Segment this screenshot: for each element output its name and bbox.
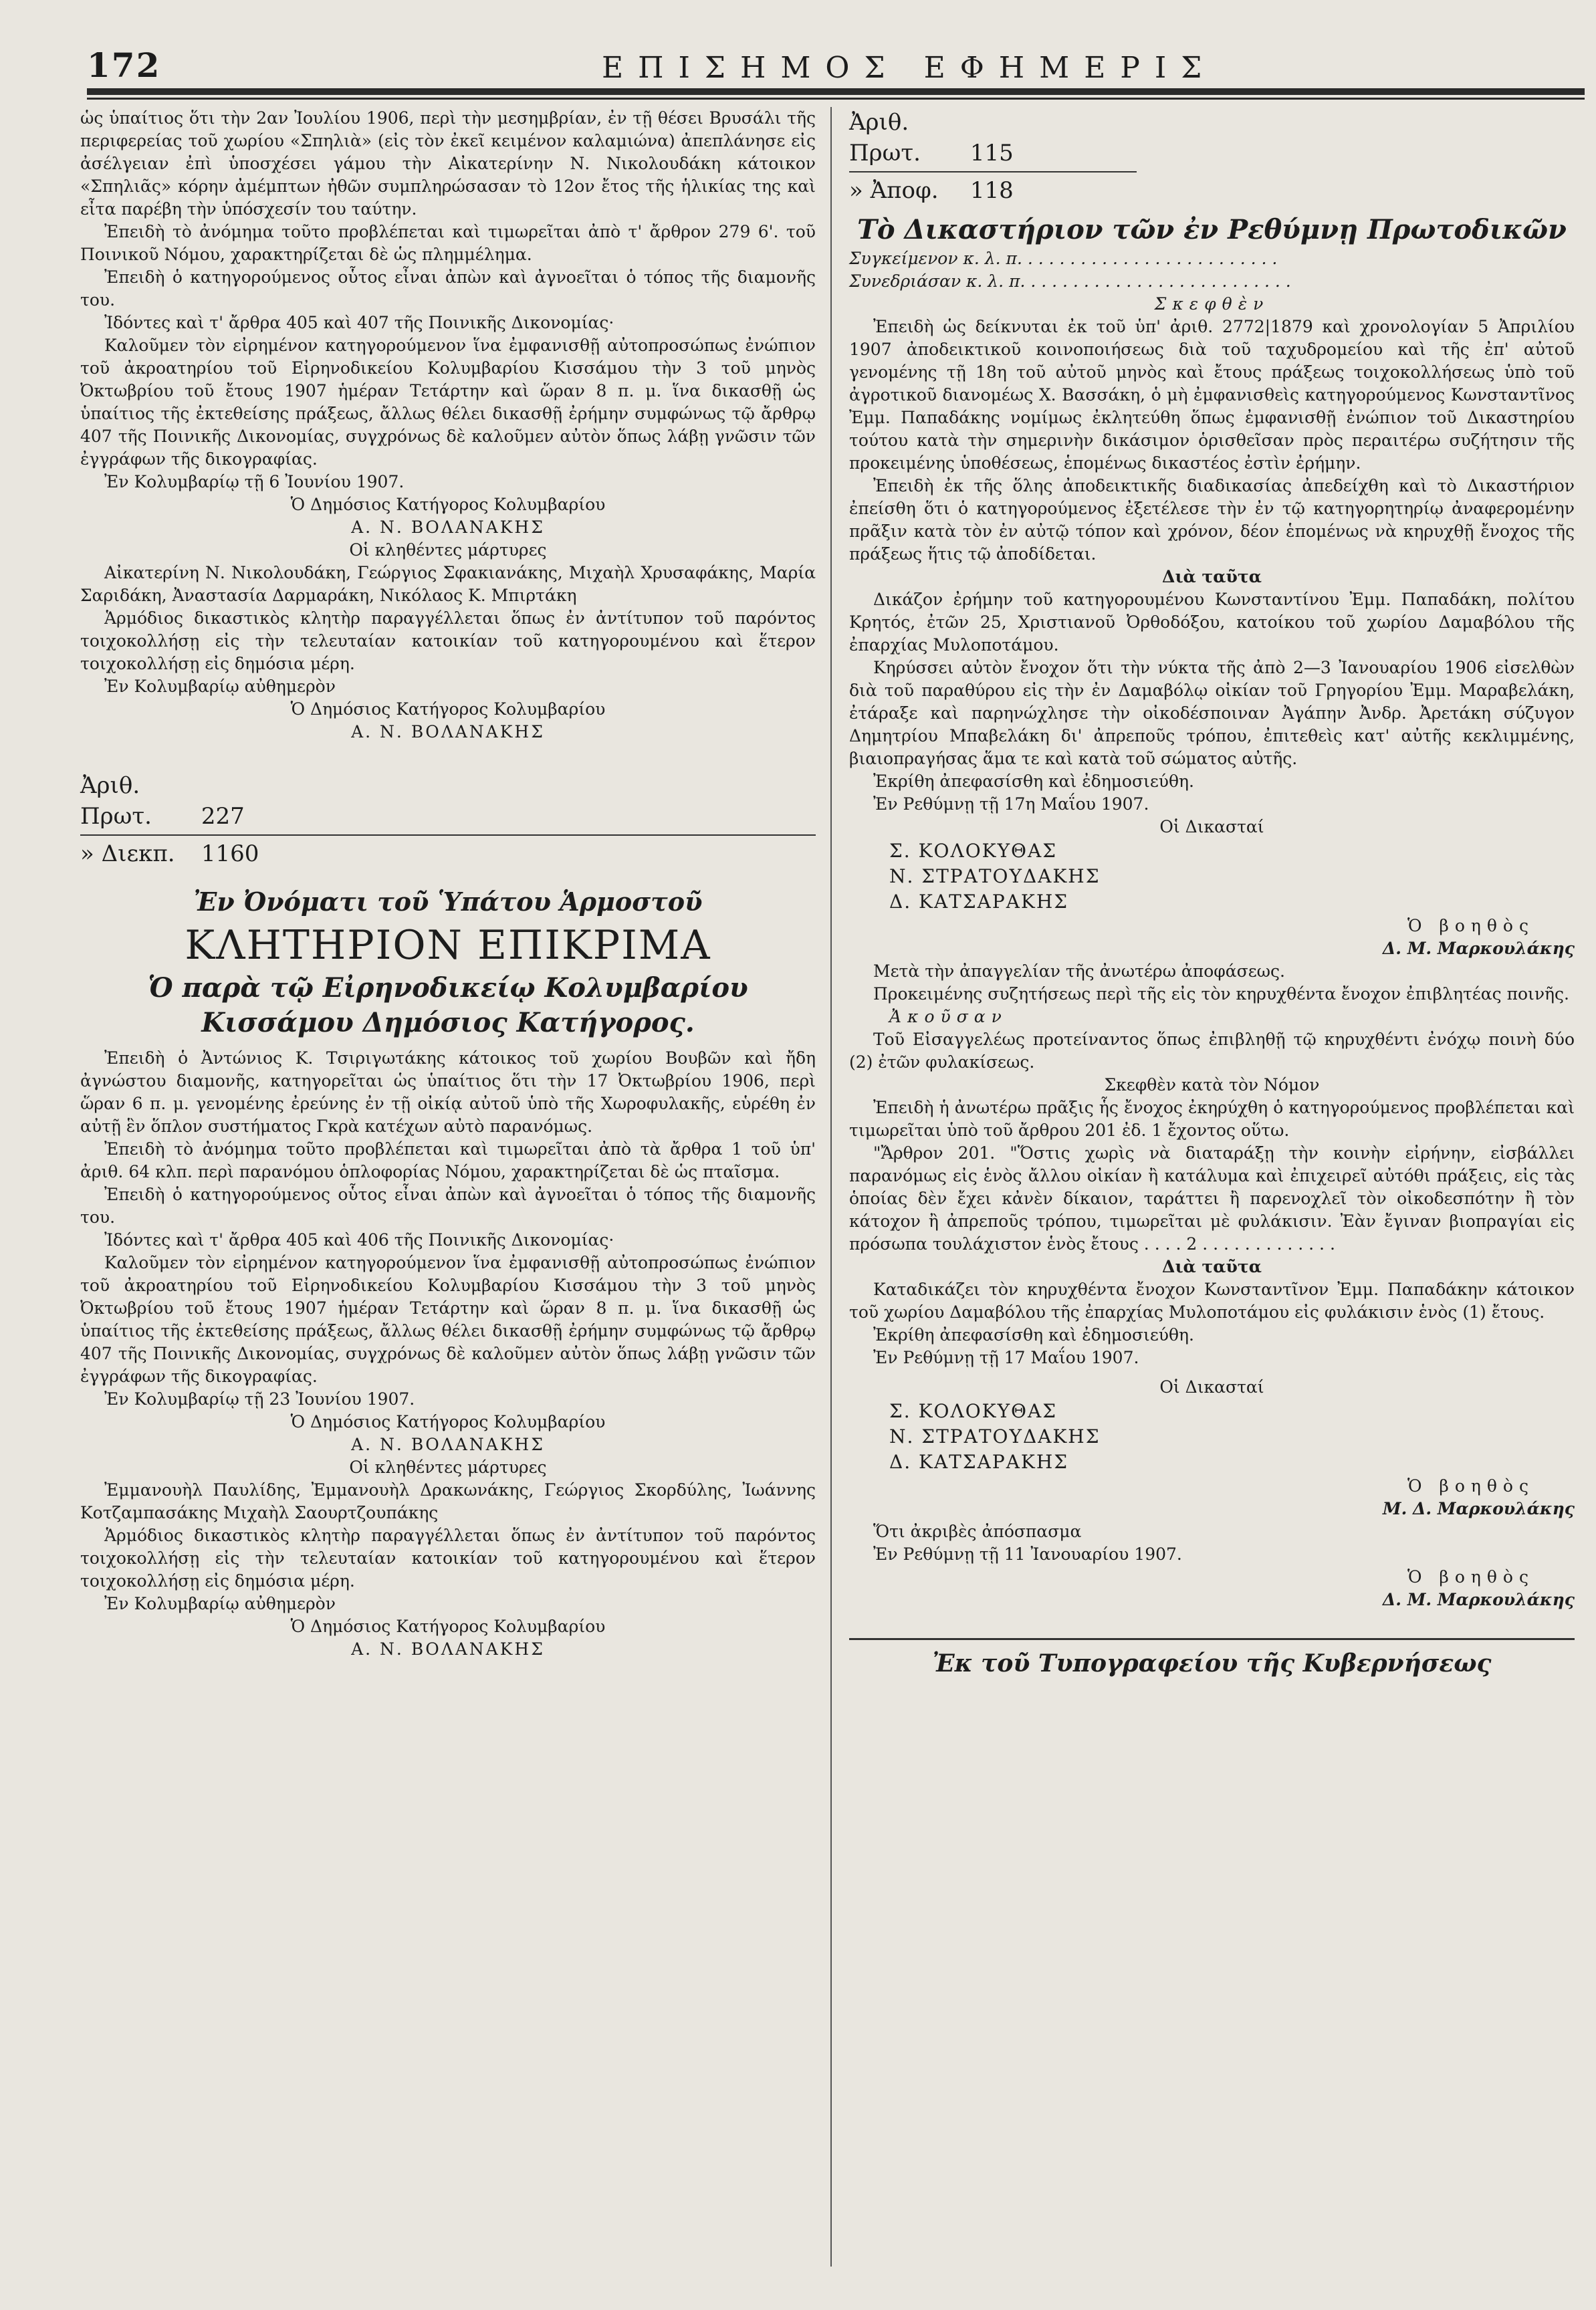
ref-label: » Διεκπ. bbox=[80, 840, 175, 867]
witnesses-heading: Οἱ κληθέντες μάρτυρες bbox=[349, 1458, 547, 1477]
paragraph: Ἐπειδὴ ὡς δείκνυται ἐκ τοῦ ὑπ' ἀριθ. 2772|1879 καὶ χρονολογίαν 5 Ἀπριλίου 1907 ἀποδεικτικοῦ κοινοποιήσεως διὰ τοῦ ταχυδρομείου καὶ τῆς ἐπ' αὐτοῦ γενομένης τῇ 18η τοῦ αὐτοῦ μηνὸς καὶ ἔτους πράξεως τοιχοκολλήσεως ὑπὸ τοῦ ἀγροτικοῦ διανομέως Χ. Βασσάκη, ὁ μὴ ἐμφανισθεὶς κατηγορούμενος Κωνσταντῖνος Ἐμμ. Παπαδάκης νομίμως ἐκλητεύθη ὅπως ἐμφανισθῇ ἐνώπιον τοῦ Δικαστηρίου τούτου κατὰ τὴν σημερινὴν δικάσιμον ὁρισθεῖσαν πρὸς περαιτέρω συζήτησιν τῆς προκειμένης ὑποθέσεως, ἑπομένως δικαστέος ἐστὶν ἐρήμην. bbox=[849, 317, 1575, 473]
prosecutor-title: Ὁ Δημόσιος Κατήγορος Κολυμβαρίου bbox=[290, 1412, 606, 1431]
page-header bbox=[87, 45, 1585, 86]
witnesses-list: Ἐμμανουὴλ Παυλίδης, Ἐμμανουὴλ Δρακωνάκης, Γεώργιος Σκορδύλης, Ἰωάννης Κοτζαμπασάκης Μιχαὴλ Σαουρτζουπάκης bbox=[80, 1480, 816, 1522]
judge-name: Σ. ΚΟΛΟΚΥΘΑΣ bbox=[889, 1400, 1058, 1422]
reference-number bbox=[849, 175, 1575, 206]
reference-number bbox=[849, 107, 1575, 168]
header-rule-thin bbox=[87, 98, 1585, 100]
section-heading: Διὰ ταῦτα bbox=[1162, 1257, 1262, 1276]
printer-imprint: Ἐκ τοῦ Τυπογραφείου τῆς Κυβερνήσεως bbox=[932, 1649, 1492, 1678]
paragraph: Ἐπειδὴ τὸ ἀνόμημα τοῦτο προβλέπεται καὶ τιμωρεῖται ἀπὸ τ' ἄρθρον 279 6'. τοῦ Ποινικοῦ Νόμου, χαρακτηρίζεται δὲ ὡς πλημμέλημα. bbox=[80, 222, 816, 264]
paragraph: Ἐπειδὴ ἡ ἀνωτέρω πρᾶξις ἧς ἔνοχος ἐκηρύχθη ὁ κατηγορούμενος προβλέπεται καὶ τιμωρεῖται ὑπὸ τοῦ ἄρθρου 201 ἐδ. 1 ἔχοντος οὕτω. bbox=[849, 1098, 1575, 1140]
paragraph: Ἐπειδὴ ὁ κατηγορούμενος οὗτος εἶναι ἀπὼν καὶ ἀγνοεῖται ὁ τόπος τῆς διαμονῆς του. bbox=[80, 267, 816, 310]
document-title: ΚΛΗΤΗΡΙΟΝ ΕΠΙΚΡΙΜΑ bbox=[185, 922, 711, 969]
paragraph: Ἐπειδὴ ὁ Ἀντώνιος Κ. Τσιριγωτάκης κάτοικος τοῦ χωρίου Βουβῶν καὶ ἤδη ἀγνώστου διαμονῆς, κατηγορεῖται ὡς ὑπαίτιος ὅτι τὴν 17 Ὀκτωβρίου 1906, περὶ ὥραν 6 π. μ. γενομένης ἐρεύνης ἐν τῇ οἰκίᾳ αὐτοῦ ὑπὸ τῆς Χωροφυλακῆς, εὑρέθη ἐν αὐτῇ ἓν ὅπλον συστήματος Γκρὰ κατέχων αὐτὸ παρανόμως. bbox=[80, 1048, 816, 1136]
issuer: Ὁ παρὰ τῷ Εἰρηνοδικείῳ Κολυμβαρίου Κισσάμου Δημόσιος Κατήγορος. bbox=[148, 972, 748, 1038]
left-column bbox=[80, 107, 816, 1661]
journal-title: ΕΠΙΣΗΜΟΣ ΕΦΗΜΕΡΙΣ bbox=[602, 51, 1217, 85]
paragraph: Ἰδόντες καὶ τ' ἄρθρα 405 καὶ 407 τῆς Ποινικῆς Δικονομίας· bbox=[104, 313, 614, 332]
paragraph: Κηρύσσει αὐτὸν ἔνοχον ὅτι τὴν νύκτα τῆς ἀπὸ 2—3 Ἰανουαρίου 1906 εἰσελθὼν διὰ τοῦ παραθύρου εἰς τὴν ἐν Δαμαβόλῳ οἰκίαν τοῦ Γρηγορίου Ἐμμ. Μαραβελάκη, ἐτάραξε καὶ παρηνώχλησε τὴν οἰκοδέσποιναν Ἀγάπην Ἀνδρ. Ἀρετάκη σύζυγον Δημητρίου Μπαβελάκη δι' ἀπρεποῦς τρόπου, ἐπιτεθεὶς κατ' αὐτῆς κεκλιμμένης, βιαιοπραγήσας ἅμα τε καὶ κατὰ τοῦ σώματος αὐτῆς. bbox=[849, 658, 1575, 768]
column-divider bbox=[830, 107, 832, 2267]
bailiff-instruction: Ἁρμόδιος δικαστικὸς κλητὴρ παραγγέλλεται ὅπως ἐν ἀντίτυπον τοῦ παρόντος τοιχοκολλήσῃ εἰς τὴν τελευταίαν κατοικίαν τοῦ κατηγορουμένου καὶ ἕτερον τοιχοκολλήσῃ εἰς δημόσια μέρη. bbox=[80, 608, 816, 673]
reference-number bbox=[80, 770, 816, 832]
ref-value: 1160 bbox=[201, 840, 259, 867]
place-date: Ἐν Κολυμβαρίῳ αὐθημερὸν bbox=[104, 677, 336, 696]
ref-value: 118 bbox=[970, 177, 1014, 204]
header-rule bbox=[87, 88, 1585, 95]
place-date: Ἐν Κολυμβαρίῳ τῇ 6 Ἰουνίου 1907. bbox=[104, 472, 405, 491]
paragraph: Ἐκρίθη ἀπεφασίσθη καὶ ἐδημοσιεύθη. bbox=[873, 1325, 1194, 1345]
clerk-title: Ὁ βοηθὸς bbox=[1407, 916, 1534, 935]
paragraph: "Ἄρθρον 201. "Ὅστις χωρὶς νὰ διαταράξῃ τὴν κοινὴν εἰρήνην, εἰσβάλλει παρανόμως εἰς ἑνὸς ἄλλου οἰκίαν ἢ κατάλυμα καὶ ἐπιχειρεῖ αὐτόθι πράξεις, εἰς τὰς ὁποίας δὲν ἔχει κἀνὲν δίκαιον, ταράττει ἢ παρενοχλεῖ τὸν οἰκοδεσπότην ἢ τὸν κάτοχον ἢ ἀπρεποῦς τρόπου, τιμωρεῖται μὲ φυλάκισιν. Ἐὰν ἔγιναν βιοπραγίαι εἰς πρόσωπα τουλάχιστον ἑνὸς ἔτους . . . . 2 . . . . . . . . . . . . . bbox=[849, 1143, 1575, 1254]
place-date: Ἐν Κολυμβαρίῳ τῇ 23 Ἰουνίου 1907. bbox=[104, 1389, 415, 1409]
clerk-name: Δ. Μ. Μαρκουλάκης bbox=[1382, 1590, 1575, 1609]
place-date: Ἐν Ρεθύμνῃ τῇ 11 Ἰανουαρίου 1907. bbox=[873, 1544, 1182, 1564]
section-heading: Διὰ ταῦτα bbox=[1162, 567, 1262, 586]
judges-heading: Οἱ Δικασταί bbox=[1159, 1377, 1264, 1397]
paragraph: Ὅτι ἀκριβὲς ἀπόσπασμα bbox=[873, 1522, 1082, 1541]
paragraph: ὡς ὑπαίτιος ὅτι τὴν 2αν Ἰουλίου 1906, περὶ τὴν μεσημβρίαν, ἐν τῇ θέσει Βρυσάλι τῆς περιφερείας τοῦ χωρίου «Σπηλιὰ» (εἰς τὸν ἐκεῖ κειμένον καλαμιώνα) ἀπεπλάνησε εἰς ἀσέλγειαν ἐπὶ ὑποσχέσει γάμου τὴν Αἰκατερίνην Ν. Νικολουδάκη κάτοικον «Σπηλιᾶς» κόρην ἀμέμπτων ἠθῶν συμπληρώσασαν τὸ 12ον ἔτος τῆς ἡλικίας της καὶ εἶτα παρέβη τὴν ὑπόσχεσίν του ταύτην. bbox=[80, 108, 816, 219]
judges-list bbox=[889, 838, 1575, 915]
prosecutor-name: Α. Ν. ΒΟΛΑΝΑΚΗΣ bbox=[351, 517, 545, 537]
clerk-name: Μ. Δ. Μαρκουλάκης bbox=[1382, 1499, 1575, 1518]
prosecutor-title: Ὁ Δημόσιος Κατήγορος Κολυμβαρίου bbox=[290, 699, 606, 719]
witnesses-list: Αἰκατερίνη Ν. Νικολουδάκη, Γεώργιος Σφακιανάκης, Μιχαὴλ Χρυσαφάκης, Μαρία Σαριδάκη, Ἀναστασία Δαρμαράκη, Νικόλαος Κ. Μπιρτάκη bbox=[80, 563, 816, 605]
prosecutor-title: Ὁ Δημόσιος Κατήγορος Κολυμβαρίου bbox=[290, 495, 606, 514]
ref-value: 227 bbox=[201, 803, 245, 830]
paragraph: Δικάζον ἐρήμην τοῦ κατηγορουμένου Κωνσταντίνου Ἐμμ. Παπαδάκη, πολίτου Κρητός, ἐτῶν 25, Χριστιανοῦ Ὀρθοδόξου, κατοίκου τοῦ χωρίου Δαμαβόλου τῆς ἐπαρχίας Μυλοποτάμου. bbox=[849, 590, 1575, 655]
prosecutor-title: Ὁ Δημόσιος Κατήγορος Κολυμβαρίου bbox=[290, 1617, 606, 1636]
judge-name: Ν. ΣΤΡΑΤΟΥΔΑΚΗΣ bbox=[889, 865, 1101, 887]
bailiff-instruction: Ἁρμόδιος δικαστικὸς κλητὴρ παραγγέλλεται ὅπως ἐν ἀντίτυπον τοῦ παρόντος τοιχοκολλήσῃ εἰς τὴν τελευταίαν κατοικίαν τοῦ κατηγορουμένου καὶ ἕτερον τοιχοκολλήσῃ εἰς δημόσια μέρη. bbox=[80, 1526, 816, 1591]
ref-label: » Ἀποφ. bbox=[849, 177, 939, 204]
prosecutor-name: Α. Ν. ΒΟΛΑΝΑΚΗΣ bbox=[351, 1639, 545, 1659]
rule bbox=[80, 834, 816, 836]
place-date: Ἐν Κολυμβαρίῳ αὐθημερὸν bbox=[104, 1594, 336, 1613]
court-title: Τὸ Δικαστήριον τῶν ἐν Ρεθύμνῃ Πρωτοδικῶν bbox=[857, 214, 1567, 245]
section-heading: Σκεφθὲν bbox=[1154, 294, 1270, 314]
ref-label: Ἀριθ. Πρωτ. bbox=[80, 772, 152, 830]
paragraph: Καλοῦμεν τὸν εἰρημένον κατηγορούμενον ἵνα ἐμφανισθῇ αὐτοπροσώπως ἐνώπιον τοῦ ἀκροατηρίου τοῦ Εἰρηνοδικείου Κολυμβαρίου Κισσάμου τὴν 3 τοῦ μηνὸς Ὀκτωβρίου τοῦ ἔτους 1907 ἡμέραν Τετάρτην καὶ ὥραν 8 π. μ. ἵνα δικασθῇ ὡς ὑπαίτιος τῆς ἐκτεθείσης πράξεως, ἄλλως θέλει δικασθῇ ἐρήμην συμφώνως τῷ ἄρθρῳ 407 τῆς Ποινικῆς Δικονομίας, συγχρόνως δὲ καλοῦμεν αὐτὸν ὅπως λάβῃ γνῶσιν τῶν ἐγγράφων τῆς δικογραφίας. bbox=[80, 336, 816, 469]
judge-name: Δ. ΚΑΤΣΑΡΑΚΗΣ bbox=[889, 891, 1069, 913]
convened-line: Συνεδριάσαν κ. λ. π. . . . . . . . . . . . . . . . . . . . . . . . . . bbox=[849, 271, 1291, 291]
prosecutor-name: Α. Ν. ΒΟΛΑΝΑΚΗΣ bbox=[351, 722, 545, 741]
paragraph: Μετὰ τὴν ἀπαγγελίαν τῆς ἀνωτέρω ἀποφάσεως. bbox=[873, 961, 1286, 981]
ref-value: 115 bbox=[970, 140, 1014, 166]
footer-rule bbox=[849, 1638, 1575, 1640]
paragraph: Ἐπειδὴ ἐκ τῆς ὅλης ἀποδεικτικῆς διαδικασίας ἀπεδείχθη καὶ τὸ Δικαστήριον ἐπείσθη ὅτι ὁ κατηγορούμενος ἐξετέλεσε τὴν ἐν τῷ κατηγορητηρίῳ ἀναφερομένην πρᾶξιν κατὰ τὸν ἐν αὐτῷ τόπον καὶ χρόνον, δέον ἑπομένως νὰ κηρυχθῇ ἔνοχος τῆς πράξεως ἥτις τῷ ἀποδίδεται. bbox=[849, 476, 1575, 564]
judge-name: Δ. ΚΑΤΣΑΡΑΚΗΣ bbox=[889, 1451, 1069, 1473]
place-date: Ἐν Ρεθύμνῃ τῇ 17η Μαΐου 1907. bbox=[873, 794, 1149, 814]
section-heading: Ἀκοῦσαν bbox=[889, 1007, 1008, 1026]
paragraph: Ἐκρίθη ἀπεφασίσθη καὶ ἐδημοσιεύθη. bbox=[873, 772, 1194, 791]
paragraph: Ἰδόντες καὶ τ' ἄρθρα 405 καὶ 406 τῆς Ποινικῆς Δικονομίας· bbox=[104, 1230, 614, 1250]
composed-line: Συγκείμενον κ. λ. π. . . . . . . . . . . . . . . . . . . . . . . . . bbox=[849, 249, 1278, 268]
clerk-title: Ὁ βοηθὸς bbox=[1407, 1567, 1534, 1587]
place-date: Ἐν Ρεθύμνῃ τῇ 17 Μαΐου 1907. bbox=[873, 1348, 1139, 1367]
rule bbox=[849, 171, 1137, 172]
clerk-name: Δ. Μ. Μαρκουλάκης bbox=[1382, 939, 1575, 958]
section-heading: Σκεφθὲν κατὰ τὸν Νόμον bbox=[1104, 1075, 1320, 1094]
paragraph: Προκειμένης συζητήσεως περὶ τῆς εἰς τὸν κηρυχθέντα ἔνοχον ἐπιβλητέας ποινῆς. bbox=[873, 984, 1569, 1004]
reference-number bbox=[80, 838, 816, 869]
paragraph: Καταδικάζει τὸν κηρυχθέντα ἔνοχον Κωνσταντῖνον Ἐμμ. Παπαδάκην κάτοικον τοῦ χωρίου Δαμαβόλου τῆς ἐπαρχίας Μυλοποτάμου εἰς φυλάκισιν ἑνὸς (1) ἔτους. bbox=[849, 1280, 1575, 1322]
judges-heading: Οἱ Δικασταί bbox=[1159, 817, 1264, 836]
paragraph: Καλοῦμεν τὸν εἰρημένον κατηγορούμενον ἵνα ἐμφανισθῇ αὐτοπροσώπως ἐνώπιον τοῦ ἀκροατηρίου τοῦ Εἰρηνοδικείου Κολυμβαρίου Κισσάμου τὴν 3 τοῦ μηνὸς Ὀκτωβρίου τοῦ ἔτους 1907 ἡμέραν Τετάρτην καὶ ὥραν 8 π. μ. ἵνα δικασθῇ ὡς ὑπαίτιος τῆς ἐκτεθείσης πράξεως, ἄλλως θέλει δικασθῇ ἐρήμην συμφώνως τῷ ἄρθρῳ 407 τῆς Ποινικῆς Δικονομίας, συγχρόνως δὲ καλοῦμεν αὐτὸν ὅπως λάβῃ γνῶσιν τῶν ἐγγράφων τῆς δικογραφίας. bbox=[80, 1253, 816, 1386]
paragraph: Ἐπειδὴ τὸ ἀνόμημα τοῦτο προβλέπεται καὶ τιμωρεῖται ἀπὸ τὰ ἄρθρα 1 τοῦ ὑπ' ἀριθ. 64 κλπ. περὶ παρανόμου ὁπλοφορίας Νόμου, χαρακτηρίζεται δὲ ὡς πταῖσμα. bbox=[80, 1139, 816, 1181]
witnesses-heading: Οἱ κληθέντες μάρτυρες bbox=[349, 540, 547, 560]
judge-name: Ν. ΣΤΡΑΤΟΥΔΑΚΗΣ bbox=[889, 1425, 1101, 1448]
judge-name: Σ. ΚΟΛΟΚΥΘΑΣ bbox=[889, 840, 1058, 862]
clerk-title: Ὁ βοηθὸς bbox=[1407, 1476, 1534, 1496]
invocation: Ἐν Ὀνόματι τοῦ Ὑπάτου Ἁρμοστοῦ bbox=[193, 887, 703, 917]
paragraph: Τοῦ Εἰσαγγελέως προτείναντος ὅπως ἐπιβληθῇ τῷ κηρυχθέντι ἐνόχῳ ποινὴ δύο (2) ἐτῶν φυλακίσεως. bbox=[849, 1030, 1575, 1072]
ref-label: Ἀριθ. Πρωτ. bbox=[849, 109, 921, 166]
paragraph: Ἐπειδὴ ὁ κατηγορούμενος οὗτος εἶναι ἀπὼν καὶ ἀγνοεῖται ὁ τόπος τῆς διαμονῆς του. bbox=[80, 1185, 816, 1227]
page-number: 172 bbox=[87, 45, 161, 85]
judges-list bbox=[889, 1399, 1575, 1475]
right-column bbox=[849, 107, 1575, 1680]
prosecutor-name: Α. Ν. ΒΟΛΑΝΑΚΗΣ bbox=[351, 1435, 545, 1454]
